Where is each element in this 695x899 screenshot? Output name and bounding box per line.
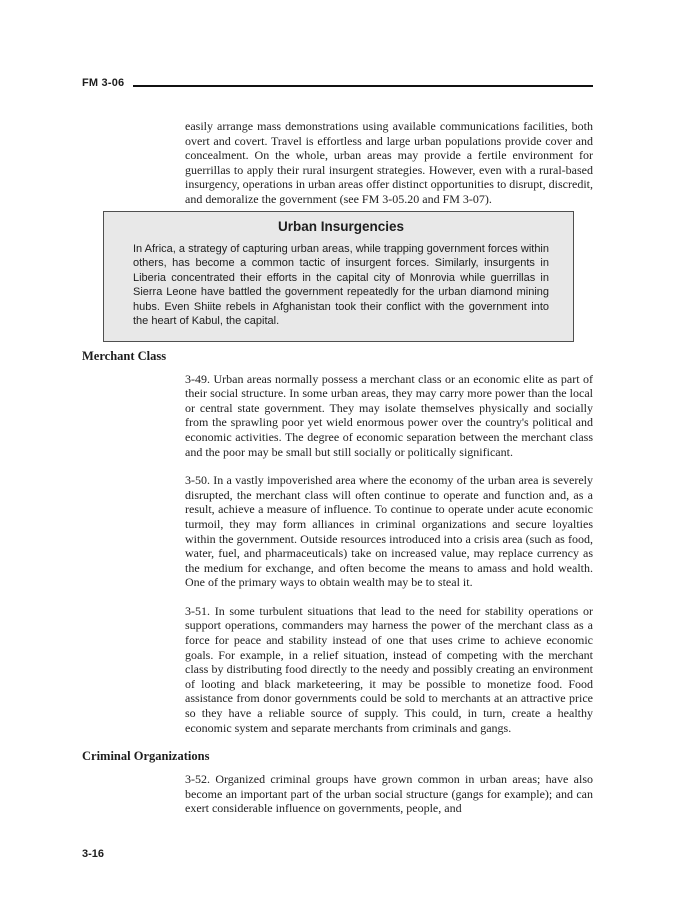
- paragraph-3-49: 3-49. Urban areas normally possess a merchant class or an economic elite as part of their social structure. In some urban areas, they may carry more power than the local or central state government. They may isolate themselves physically and socially from the sprawling poor yet wield enormous power over the country's political and economic activities. The degree of economic separation between the merchant class and the poor may be small but still socially or politically significant.: [185, 371, 593, 459]
- section-heading-criminal-organizations: Criminal Organizations: [82, 749, 210, 764]
- page-footer: [82, 848, 104, 860]
- paragraph-intro-continuation: easily arrange mass demonstrations using available communications facilities, both overt and covert. Travel is effortless and large urban populations provide cover and concealment. On the whole, urban areas may provide a fertile environment for guerrillas to apply their rural insurgent strategies. However, even with a rural-based insurgency, operations in urban areas offer distinct opportunities to disrupt, discredit, and demoralize the government (see FM 3-05.20 and FM 3-07).: [185, 119, 593, 206]
- paragraph-3-51: 3-51. In some turbulent situations that lead to the need for stability operations or support operations, commanders may harness the power of the merchant class as a force for peace and stability instead of one that uses crime to achieve economic goals. For example, in a relief situation, instead of competing with the merchant class by distributing food directly to the needy and possibly creating an environment of looting and black marketeering, it may be possible to monetize food. Food assistance from donor governments could be sold to merchants at an attractive price so they have a reliable source of supply. This could, in turn, create a healthy economic system and separate merchants from criminals and gangs.: [185, 603, 593, 735]
- page-header: [82, 77, 593, 89]
- urban-insurgencies-box: [103, 211, 574, 342]
- header-rule: [133, 85, 593, 87]
- insurgency-box-title: Urban Insurgencies: [277, 218, 405, 234]
- paragraph-3-50: 3-50. In a vastly impoverished area where the economy of the urban area is severely disrupted, the merchant class will often continue to operate and function and, as a result, achieve a measure of influence. To continue to operate under acute economic turmoil, they may form alliances in criminal organizations and secure loyalties within the government. Outside resources introduced into a crisis area (such as food, water, fuel, and pharmaceuticals) take on increased value, may replace currency as the medium for exchange, and often become the means to amass and hold wealth. One of the primary ways to obtain wealth may be to steal it.: [185, 473, 593, 590]
- insurgency-box-body: In Africa, a strategy of capturing urban areas, while trapping government forces within others, has become a common tactic of insurgent forces. Similarly, insurgents in Liberia concentrated their efforts in the capital city of Monrovia while guerrillas in Sierra Leone have battled the government repeatedly for the urban diamond mining hubs. Even Shiite rebels in Afghanistan took their conflict with the government into the heart of Kabul, the capital.: [133, 242, 549, 328]
- document-id: FM 3-06: [82, 77, 125, 89]
- page-content: [82, 119, 593, 830]
- section-heading-merchant-class: Merchant Class: [82, 348, 167, 363]
- page-number: 3-16: [82, 848, 105, 860]
- paragraph-3-52: 3-52. Organized criminal groups have grown common in urban areas; have also become an important part of the urban social structure (gangs for example); and can exert considerable influence on governments, people, and: [185, 772, 593, 816]
